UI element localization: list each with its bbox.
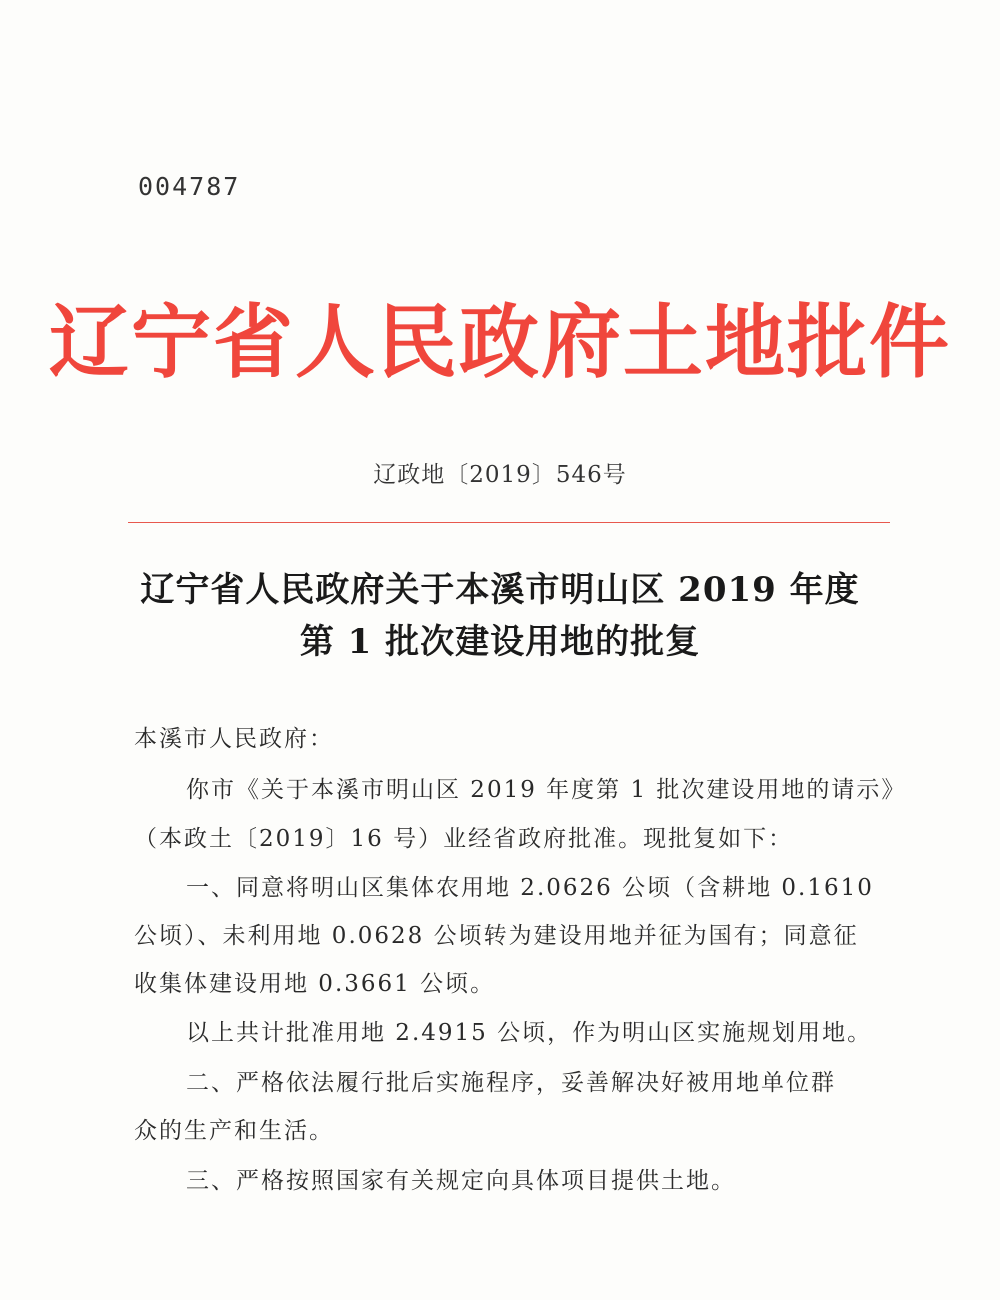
document-title-line-1: 辽宁省人民政府关于本溪市明山区 2019 年度 [140,570,860,610]
addressee: 本溪市人民政府： [134,726,334,752]
paragraph-2-line-2: 公顷）、未利用地 0.0628 公顷转为建设用地并征为国有；同意征 [134,923,859,949]
paragraph-2-line-3: 收集体建设用地 0.3661 公顷。 [134,971,496,997]
paragraph-3-line-1: 以上共计批准用地 2.4915 公顷，作为明山区实施规划用地。 [186,1020,873,1046]
red-divider [128,522,890,523]
document-code: 辽政地〔2019〕546号 [373,462,627,488]
paragraph-4-line-1: 二、严格依法履行批后实施程序，妥善解决好被用地单位群 [186,1070,836,1096]
paragraph-4-line-2: 众的生产和生活。 [134,1118,334,1144]
paragraph-5-line-1: 三、严格按照国家有关规定向具体项目提供土地。 [186,1168,736,1194]
paragraph-2-line-1: 一、同意将明山区集体农用地 2.0626 公顷（含耕地 0.1610 [186,875,874,901]
paragraph-1-line-2: （本政土〔2019〕16 号）业经省政府批准。现批复如下： [134,826,794,852]
paragraph-1-line-1: 你市《关于本溪市明山区 2019 年度第 1 批次建设用地的请示》 [186,777,907,803]
document-title-line-2: 第 1 批次建设用地的批复 [299,622,701,662]
masthead-title: 辽宁省人民政府土地批件 [49,296,951,389]
serial-number: 004787 [138,172,241,201]
